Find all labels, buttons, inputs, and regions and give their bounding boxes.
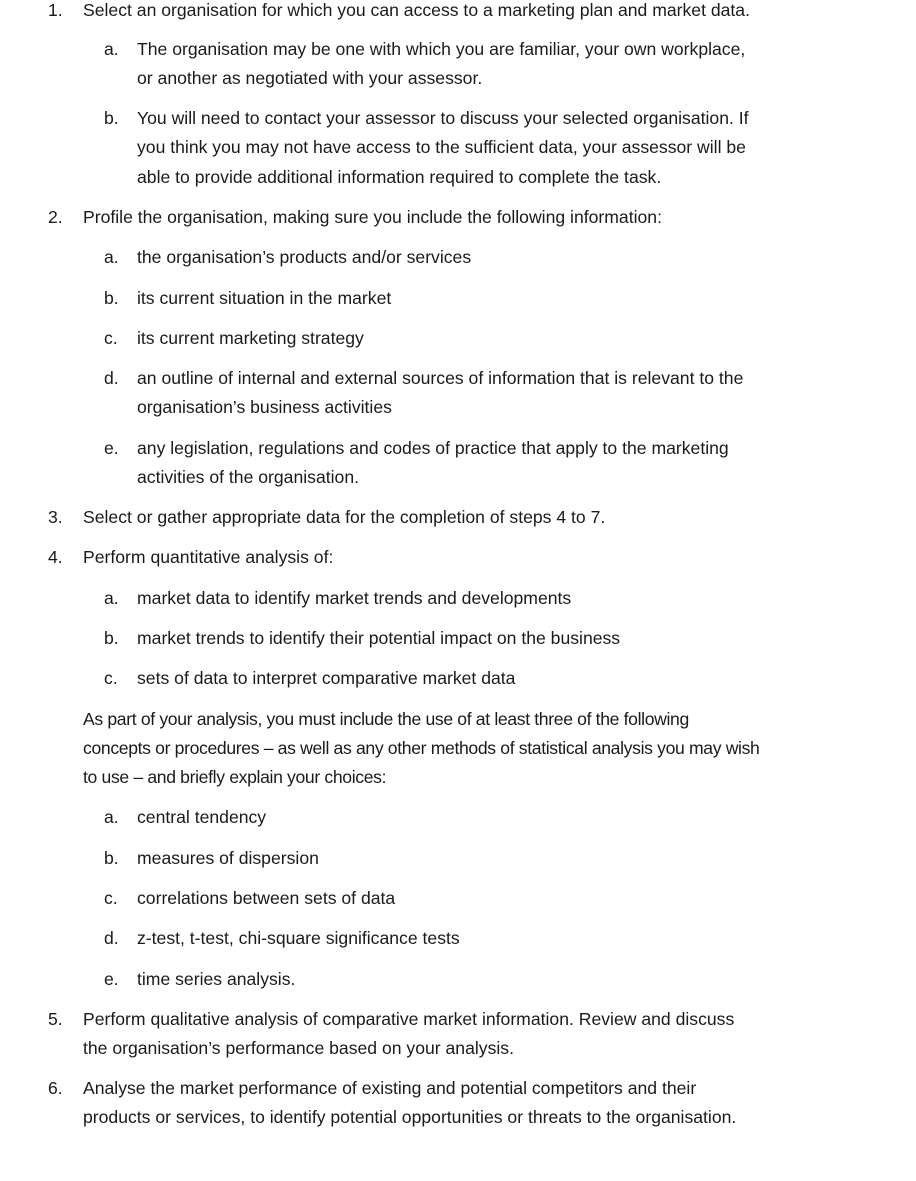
subitem-letter: a. bbox=[104, 588, 119, 608]
subitem-text: sets of data to interpret comparative market data bbox=[137, 668, 516, 688]
subitem-letter: c. bbox=[104, 328, 118, 348]
subitem-text: correlations between sets of data bbox=[137, 888, 396, 908]
subitem-text: measures of dispersion bbox=[137, 848, 319, 868]
item-number: 6. bbox=[48, 1078, 63, 1098]
subitem-text: market trends to identify their potential impact on the business bbox=[137, 628, 621, 648]
item-number: 2. bbox=[48, 207, 63, 227]
subitem-letter: c. bbox=[104, 668, 118, 688]
subitem-text: or another as negotiated with your assessor. bbox=[137, 68, 483, 88]
item-text: the organisation’s performance based on your analysis. bbox=[83, 1038, 514, 1058]
item-text: Perform qualitative analysis of comparative market information. Review and discuss bbox=[83, 1009, 735, 1029]
subitem-letter: d. bbox=[104, 928, 119, 948]
subitem-letter: b. bbox=[104, 628, 119, 648]
subitem-text: z-test, t-test, chi-square significance tests bbox=[137, 928, 460, 948]
paragraph-line: concepts or procedures – as well as any other methods of statistical analysis you may wish bbox=[83, 738, 760, 758]
subitem-text: you think you may not have access to the sufficient data, your assessor will be bbox=[137, 137, 746, 157]
item-text: Perform quantitative analysis of: bbox=[83, 547, 334, 567]
subitem-text: activities of the organisation. bbox=[137, 467, 360, 487]
item-text: Profile the organisation, making sure you include the following information: bbox=[83, 207, 662, 227]
subitem-text: The organisation may be one with which you are familiar, your own workplace, bbox=[137, 39, 746, 59]
item-text: Select an organisation for which you can access to a marketing plan and market data. bbox=[83, 0, 750, 20]
subitem-text: organisation’s business activities bbox=[137, 397, 392, 417]
item-text: Select or gather appropriate data for the completion of steps 4 to 7. bbox=[83, 507, 606, 527]
subitem-letter: e. bbox=[104, 969, 119, 989]
subitem-letter: b. bbox=[104, 288, 119, 308]
item-number: 1. bbox=[48, 0, 63, 20]
item-number: 3. bbox=[48, 507, 63, 527]
subitem-text: You will need to contact your assessor to discuss your selected organisation. If bbox=[137, 108, 749, 128]
item-text: products or services, to identify potential opportunities or threats to the organisation. bbox=[83, 1107, 737, 1127]
subitem-letter: c. bbox=[104, 888, 118, 908]
item-number: 4. bbox=[48, 547, 63, 567]
subitem-text: its current marketing strategy bbox=[137, 328, 364, 348]
subitem-text: market data to identify market trends and developments bbox=[137, 588, 572, 608]
paragraph-line: to use – and briefly explain your choices: bbox=[83, 767, 387, 787]
item-number: 5. bbox=[48, 1009, 63, 1029]
subitem-letter: d. bbox=[104, 368, 119, 388]
subitem-text: its current situation in the market bbox=[137, 288, 392, 308]
subitem-text: able to provide additional information required to complete the task. bbox=[137, 167, 662, 187]
subitem-letter: a. bbox=[104, 807, 119, 827]
subitem-text: any legislation, regulations and codes of practice that apply to the marketing bbox=[137, 438, 729, 458]
subitem-letter: e. bbox=[104, 438, 119, 458]
subitem-text: an outline of internal and external sources of information that is relevant to the bbox=[137, 368, 744, 388]
subitem-letter: a. bbox=[104, 39, 119, 59]
paragraph-line: As part of your analysis, you must include the use of at least three of the following bbox=[83, 709, 689, 729]
subitem-letter: b. bbox=[104, 108, 119, 128]
subitem-letter: a. bbox=[104, 247, 119, 267]
subitem-letter: b. bbox=[104, 848, 119, 868]
subitem-text: time series analysis. bbox=[137, 969, 296, 989]
subitem-text: the organisation’s products and/or services bbox=[137, 247, 472, 267]
subitem-text: central tendency bbox=[137, 807, 267, 827]
item-text: Analyse the market performance of existing and potential competitors and their bbox=[83, 1078, 697, 1098]
